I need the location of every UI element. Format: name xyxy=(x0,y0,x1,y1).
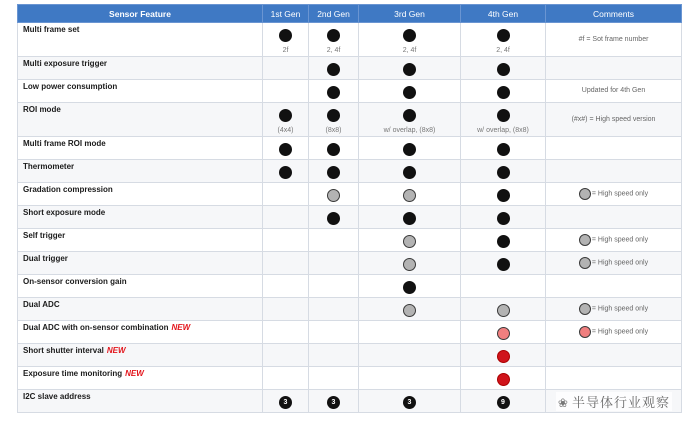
gen-1-cell xyxy=(263,23,309,57)
gen-1-cell xyxy=(263,252,309,275)
table-row xyxy=(18,367,682,390)
gen-3-cell xyxy=(359,160,461,183)
black-dot-icon xyxy=(403,109,416,122)
gen-1-cell xyxy=(263,137,309,160)
black-dot-icon xyxy=(497,189,510,202)
gen-3-cell xyxy=(359,103,461,137)
gen-4-cell xyxy=(461,137,546,160)
gen-4-cell xyxy=(461,298,546,321)
header-gen-1: 1st Gen xyxy=(263,5,309,23)
feature-cell xyxy=(18,160,263,183)
black-dot-icon xyxy=(497,29,510,42)
table-row xyxy=(18,229,682,252)
feature-label: Multi frame set xyxy=(23,25,80,34)
feature-label: On-sensor conversion gain xyxy=(23,277,127,286)
feature-cell xyxy=(18,252,263,275)
gen-2-cell xyxy=(309,367,359,390)
black-dot-icon xyxy=(497,143,510,156)
new-badge: NEW xyxy=(125,369,144,378)
cell-note: w/ overlap, (8x8) xyxy=(477,127,529,134)
gen-3-cell xyxy=(359,367,461,390)
gen-2-cell xyxy=(309,252,359,275)
gray-dot-icon xyxy=(403,189,416,202)
table-row xyxy=(18,344,682,367)
gen-1-cell xyxy=(263,321,309,344)
gen-2-cell xyxy=(309,229,359,252)
gen-3-cell xyxy=(359,80,461,103)
address-number-badge: 9 xyxy=(497,396,510,409)
gray-dot-icon xyxy=(403,258,416,271)
comment-cell xyxy=(546,367,682,390)
table-row xyxy=(18,252,682,275)
new-badge: NEW xyxy=(171,323,191,332)
gen-1-cell xyxy=(263,206,309,229)
gen-3-cell xyxy=(359,390,461,413)
comment-text: = High speed only xyxy=(591,190,649,198)
black-dot-icon xyxy=(403,212,416,225)
address-number-badge: 3 xyxy=(403,396,416,409)
gray-dot-icon xyxy=(579,188,591,200)
comment-cell xyxy=(546,252,682,275)
gen-4-cell xyxy=(461,275,546,298)
gen-1-cell xyxy=(263,183,309,206)
gen-2-cell xyxy=(309,206,359,229)
gen-2-cell xyxy=(309,137,359,160)
gen-1-cell xyxy=(263,103,309,137)
comment-cell xyxy=(546,275,682,298)
pink-dot-icon xyxy=(497,327,510,340)
table-row xyxy=(18,23,682,57)
feature-cell xyxy=(18,206,263,229)
black-dot-icon xyxy=(327,143,340,156)
black-dot-icon xyxy=(403,29,416,42)
gen-3-cell xyxy=(359,137,461,160)
address-number-badge: 3 xyxy=(279,396,292,409)
black-dot-icon xyxy=(497,109,510,122)
feature-label: Dual ADC with on-sensor combination xyxy=(23,323,169,332)
header-gen-3: 3rd Gen xyxy=(359,5,461,23)
gen-2-cell xyxy=(309,390,359,413)
comment-cell xyxy=(546,321,682,344)
cell-note: (8x8) xyxy=(325,127,342,134)
gray-dot-icon xyxy=(579,303,591,315)
gen-1-cell xyxy=(263,80,309,103)
gray-dot-icon xyxy=(579,257,591,269)
gen-3-cell xyxy=(359,298,461,321)
gen-2-cell xyxy=(309,160,359,183)
table-row xyxy=(18,321,682,344)
cell-note: (4x4) xyxy=(277,127,294,134)
feature-label: Gradation compression xyxy=(23,185,113,194)
gen-3-cell xyxy=(359,229,461,252)
gen-2-cell xyxy=(309,103,359,137)
gen-2-cell xyxy=(309,321,359,344)
gen-3-cell xyxy=(359,23,461,57)
gen-3-cell xyxy=(359,57,461,80)
feature-label: Self trigger xyxy=(23,231,66,240)
gen-2-cell xyxy=(309,298,359,321)
gen-4-cell xyxy=(461,57,546,80)
comment-text: Updated for 4th Gen xyxy=(581,87,646,95)
gen-1-cell xyxy=(263,390,309,413)
table-row xyxy=(18,103,682,137)
comment-cell xyxy=(546,103,682,137)
new-badge: NEW xyxy=(106,346,126,355)
black-dot-icon xyxy=(403,281,416,294)
feature-label: Dual trigger xyxy=(23,254,68,263)
feature-label: Multi exposure trigger xyxy=(23,59,108,68)
wechat-icon: ❀ xyxy=(557,396,569,410)
gen-4-cell xyxy=(461,321,546,344)
gray-dot-icon xyxy=(497,304,510,317)
cell-note: w/ overlap, (8x8) xyxy=(383,127,436,134)
comment-cell xyxy=(546,298,682,321)
comment-text: (#x#) = High speed version xyxy=(571,115,656,123)
feature-cell xyxy=(18,275,263,298)
feature-label: Low power consumption xyxy=(23,82,118,91)
comment-cell xyxy=(546,206,682,229)
comment-text: = High speed only xyxy=(591,259,649,267)
feature-cell xyxy=(18,23,263,57)
black-dot-icon xyxy=(327,109,340,122)
feature-label: Short exposure mode xyxy=(23,208,106,217)
black-dot-icon xyxy=(497,63,510,76)
feature-cell xyxy=(18,229,263,252)
feature-label: I2C slave address xyxy=(23,392,91,401)
sensor-feature-table xyxy=(17,4,682,413)
comment-cell xyxy=(546,160,682,183)
comment-text: #f = Sot frame number xyxy=(578,35,649,43)
gen-1-cell xyxy=(263,275,309,298)
black-dot-icon xyxy=(327,86,340,99)
black-dot-icon xyxy=(497,212,510,225)
gen-2-cell xyxy=(309,275,359,298)
gen-3-cell xyxy=(359,321,461,344)
gray-dot-icon xyxy=(403,304,416,317)
gen-4-cell xyxy=(461,206,546,229)
gen-4-cell xyxy=(461,252,546,275)
header-row xyxy=(18,5,682,23)
gen-3-cell xyxy=(359,275,461,298)
black-dot-icon xyxy=(403,166,416,179)
black-dot-icon xyxy=(327,212,340,225)
black-dot-icon xyxy=(497,166,510,179)
comment-cell xyxy=(546,23,682,57)
black-dot-icon xyxy=(327,63,340,76)
feature-cell xyxy=(18,344,263,367)
gen-3-cell xyxy=(359,252,461,275)
red-dot-icon xyxy=(497,350,510,363)
black-dot-icon xyxy=(403,86,416,99)
gen-4-cell xyxy=(461,103,546,137)
gen-1-cell xyxy=(263,57,309,80)
black-dot-icon xyxy=(279,166,292,179)
watermark xyxy=(556,392,672,411)
gen-3-cell xyxy=(359,183,461,206)
black-dot-icon xyxy=(279,143,292,156)
table-body xyxy=(18,23,682,413)
comment-cell xyxy=(546,57,682,80)
table-row xyxy=(18,137,682,160)
black-dot-icon xyxy=(279,109,292,122)
feature-cell xyxy=(18,103,263,137)
comment-cell xyxy=(546,229,682,252)
gen-4-cell xyxy=(461,23,546,57)
feature-cell xyxy=(18,298,263,321)
black-dot-icon xyxy=(327,166,340,179)
header-sensor-feature: Sensor Feature xyxy=(18,5,263,23)
table-row xyxy=(18,183,682,206)
feature-cell xyxy=(18,80,263,103)
gen-3-cell xyxy=(359,344,461,367)
red-dot-icon xyxy=(497,373,510,386)
black-dot-icon xyxy=(497,86,510,99)
black-dot-icon xyxy=(403,143,416,156)
gen-1-cell xyxy=(263,367,309,390)
feature-label: Multi frame ROI mode xyxy=(23,139,106,148)
gen-2-cell xyxy=(309,183,359,206)
header-gen-4: 4th Gen xyxy=(461,5,546,23)
comment-cell xyxy=(546,183,682,206)
gen-3-cell xyxy=(359,206,461,229)
watermark-text: 半导体行业观察 xyxy=(571,395,670,410)
comment-cell xyxy=(546,137,682,160)
cell-note: 2f xyxy=(282,47,289,54)
gen-2-cell xyxy=(309,23,359,57)
feature-label: Exposure time monitoring xyxy=(23,369,123,378)
gen-1-cell xyxy=(263,344,309,367)
gray-dot-icon xyxy=(327,189,340,202)
table-row xyxy=(18,57,682,80)
gen-4-cell xyxy=(461,390,546,413)
gen-1-cell xyxy=(263,160,309,183)
gen-4-cell xyxy=(461,80,546,103)
gen-1-cell xyxy=(263,298,309,321)
header-gen-2: 2nd Gen xyxy=(309,5,359,23)
feature-label: ROI mode xyxy=(23,105,61,114)
table-row xyxy=(18,206,682,229)
cell-note: 2, 4f xyxy=(326,47,341,54)
black-dot-icon xyxy=(497,258,510,271)
table-row xyxy=(18,160,682,183)
header-comments: Comments xyxy=(546,5,682,23)
feature-label: Short shutter interval xyxy=(23,346,104,355)
pink-dot-icon xyxy=(579,326,591,338)
feature-label: Thermometer xyxy=(23,162,75,171)
table-row xyxy=(18,80,682,103)
cell-note: 2, 4f xyxy=(496,47,510,54)
gen-4-cell xyxy=(461,367,546,390)
gen-1-cell xyxy=(263,229,309,252)
comment-text: = High speed only xyxy=(591,328,649,336)
gray-dot-icon xyxy=(579,234,591,246)
black-dot-icon xyxy=(279,29,292,42)
gen-2-cell xyxy=(309,57,359,80)
feature-cell xyxy=(18,183,263,206)
feature-cell xyxy=(18,57,263,80)
gray-dot-icon xyxy=(403,235,416,248)
gen-4-cell xyxy=(461,160,546,183)
feature-cell xyxy=(18,321,263,344)
feature-cell xyxy=(18,390,263,413)
gen-2-cell xyxy=(309,344,359,367)
gen-4-cell xyxy=(461,229,546,252)
table-row xyxy=(18,298,682,321)
comment-cell xyxy=(546,80,682,103)
cell-note: 2, 4f xyxy=(402,47,417,54)
feature-cell xyxy=(18,137,263,160)
feature-label: Dual ADC xyxy=(23,300,60,309)
comment-text: = High speed only xyxy=(591,305,649,313)
address-number-badge: 3 xyxy=(327,396,340,409)
black-dot-icon xyxy=(403,63,416,76)
comment-cell xyxy=(546,344,682,367)
gen-4-cell xyxy=(461,344,546,367)
gen-4-cell xyxy=(461,183,546,206)
black-dot-icon xyxy=(327,29,340,42)
table-row xyxy=(18,275,682,298)
gen-2-cell xyxy=(309,80,359,103)
feature-cell xyxy=(18,367,263,390)
comment-text: = High speed only xyxy=(591,236,649,244)
black-dot-icon xyxy=(497,235,510,248)
